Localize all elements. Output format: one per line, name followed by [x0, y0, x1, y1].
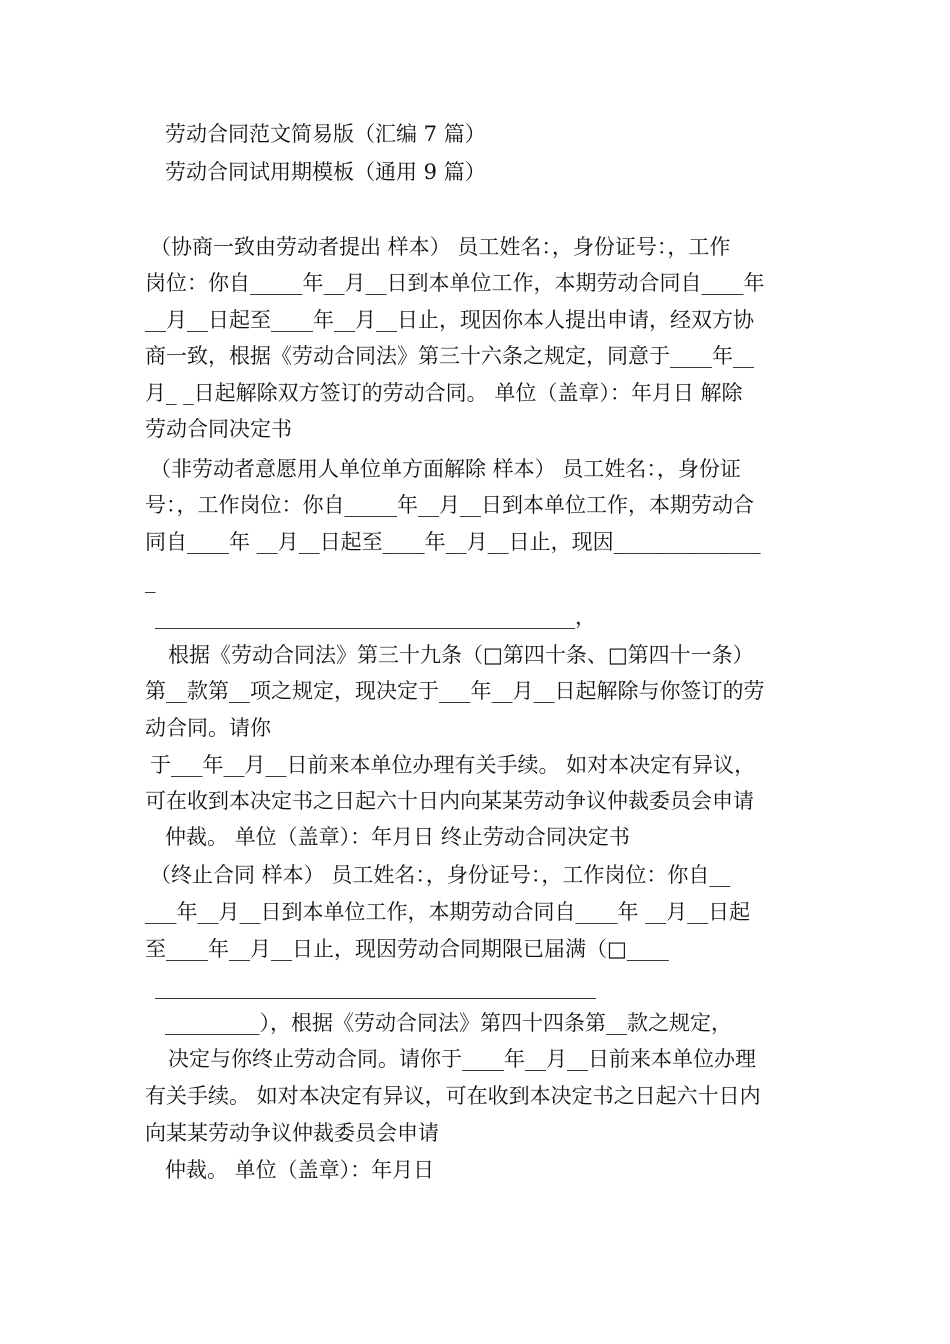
text-line: 向某某劳动争议仲裁委员会申请 [145, 1121, 439, 1145]
text-line: 根据《劳动合同法》第三十九条（□第四十条、□第四十一条） [168, 643, 754, 667]
text-line: ________________________________________， [155, 605, 596, 629]
text-line: 动合同。请你 [145, 716, 271, 740]
text-line: ___年__月__日到本单位工作，本期劳动合同自____年 __月__日起 [145, 900, 751, 924]
text-line: _ [145, 569, 156, 593]
text-line: 至____年__月__日止，现因劳动合同期限已届满（□____ [145, 937, 669, 961]
text-line: 第__款第__项之规定，现决定于___年__月__日起解除与你签订的劳 [145, 679, 765, 703]
text-line: 可在收到本决定书之日起六十日内向某某劳动争议仲裁委员会申请 [145, 789, 754, 813]
text-line: （非劳动者意愿用人单位单方面解除 样本） 员工姓名：，身份证 [150, 457, 741, 481]
text-line: 有关手续。 如对本决定有异议，可在收到本决定书之日起六十日内 [145, 1084, 761, 1108]
text-line: __月__日起至____年__月__日止，现因你本人提出申请，经双方协 [145, 308, 754, 332]
text-line: 岗位：你自_____年__月__日到本单位工作，本期劳动合同自____年 [145, 271, 765, 295]
text-line: 月_ _日起解除双方签订的劳动合同。 单位（盖章）：年月日 解除 [145, 381, 743, 405]
text-line: 商一致，根据《劳动合同法》第三十六条之规定，同意于____年__ [145, 344, 754, 368]
text-line: __________________________________________ [155, 975, 596, 999]
text-line: 于___年__月__日前来本单位办理有关手续。 如对本决定有异议， [150, 753, 756, 777]
text-line: 劳动合同决定书 [145, 417, 292, 441]
text-line: _________），根据《劳动合同法》第四十四条第__款之规定， [165, 1011, 732, 1035]
text-line: 决定与你终止劳动合同。请你于____年__月__日前来本单位办理 [168, 1047, 756, 1071]
text-line: （协商一致由劳动者提出 样本） 员工姓名：，身份证号：，工作 [150, 235, 731, 259]
text-line: 仲裁。 单位（盖章）：年月日 [165, 1158, 435, 1182]
text-line: （终止合同 样本） 员工姓名：，身份证号：，工作岗位：你自__ [150, 863, 731, 887]
doc-title-1: 劳动合同范文简易版（汇编 7 篇） [165, 122, 486, 146]
text-line: 仲裁。 单位（盖章）：年月日 终止劳动合同决定书 [165, 825, 630, 849]
doc-title-2: 劳动合同试用期模板（通用 9 篇） [165, 160, 486, 184]
text-line: 号：，工作岗位：你自_____年__月__日到本单位工作，本期劳动合 [145, 493, 754, 517]
text-line: 同自____年 __月__日起至____年__月__日止，现因______________ [145, 530, 761, 554]
